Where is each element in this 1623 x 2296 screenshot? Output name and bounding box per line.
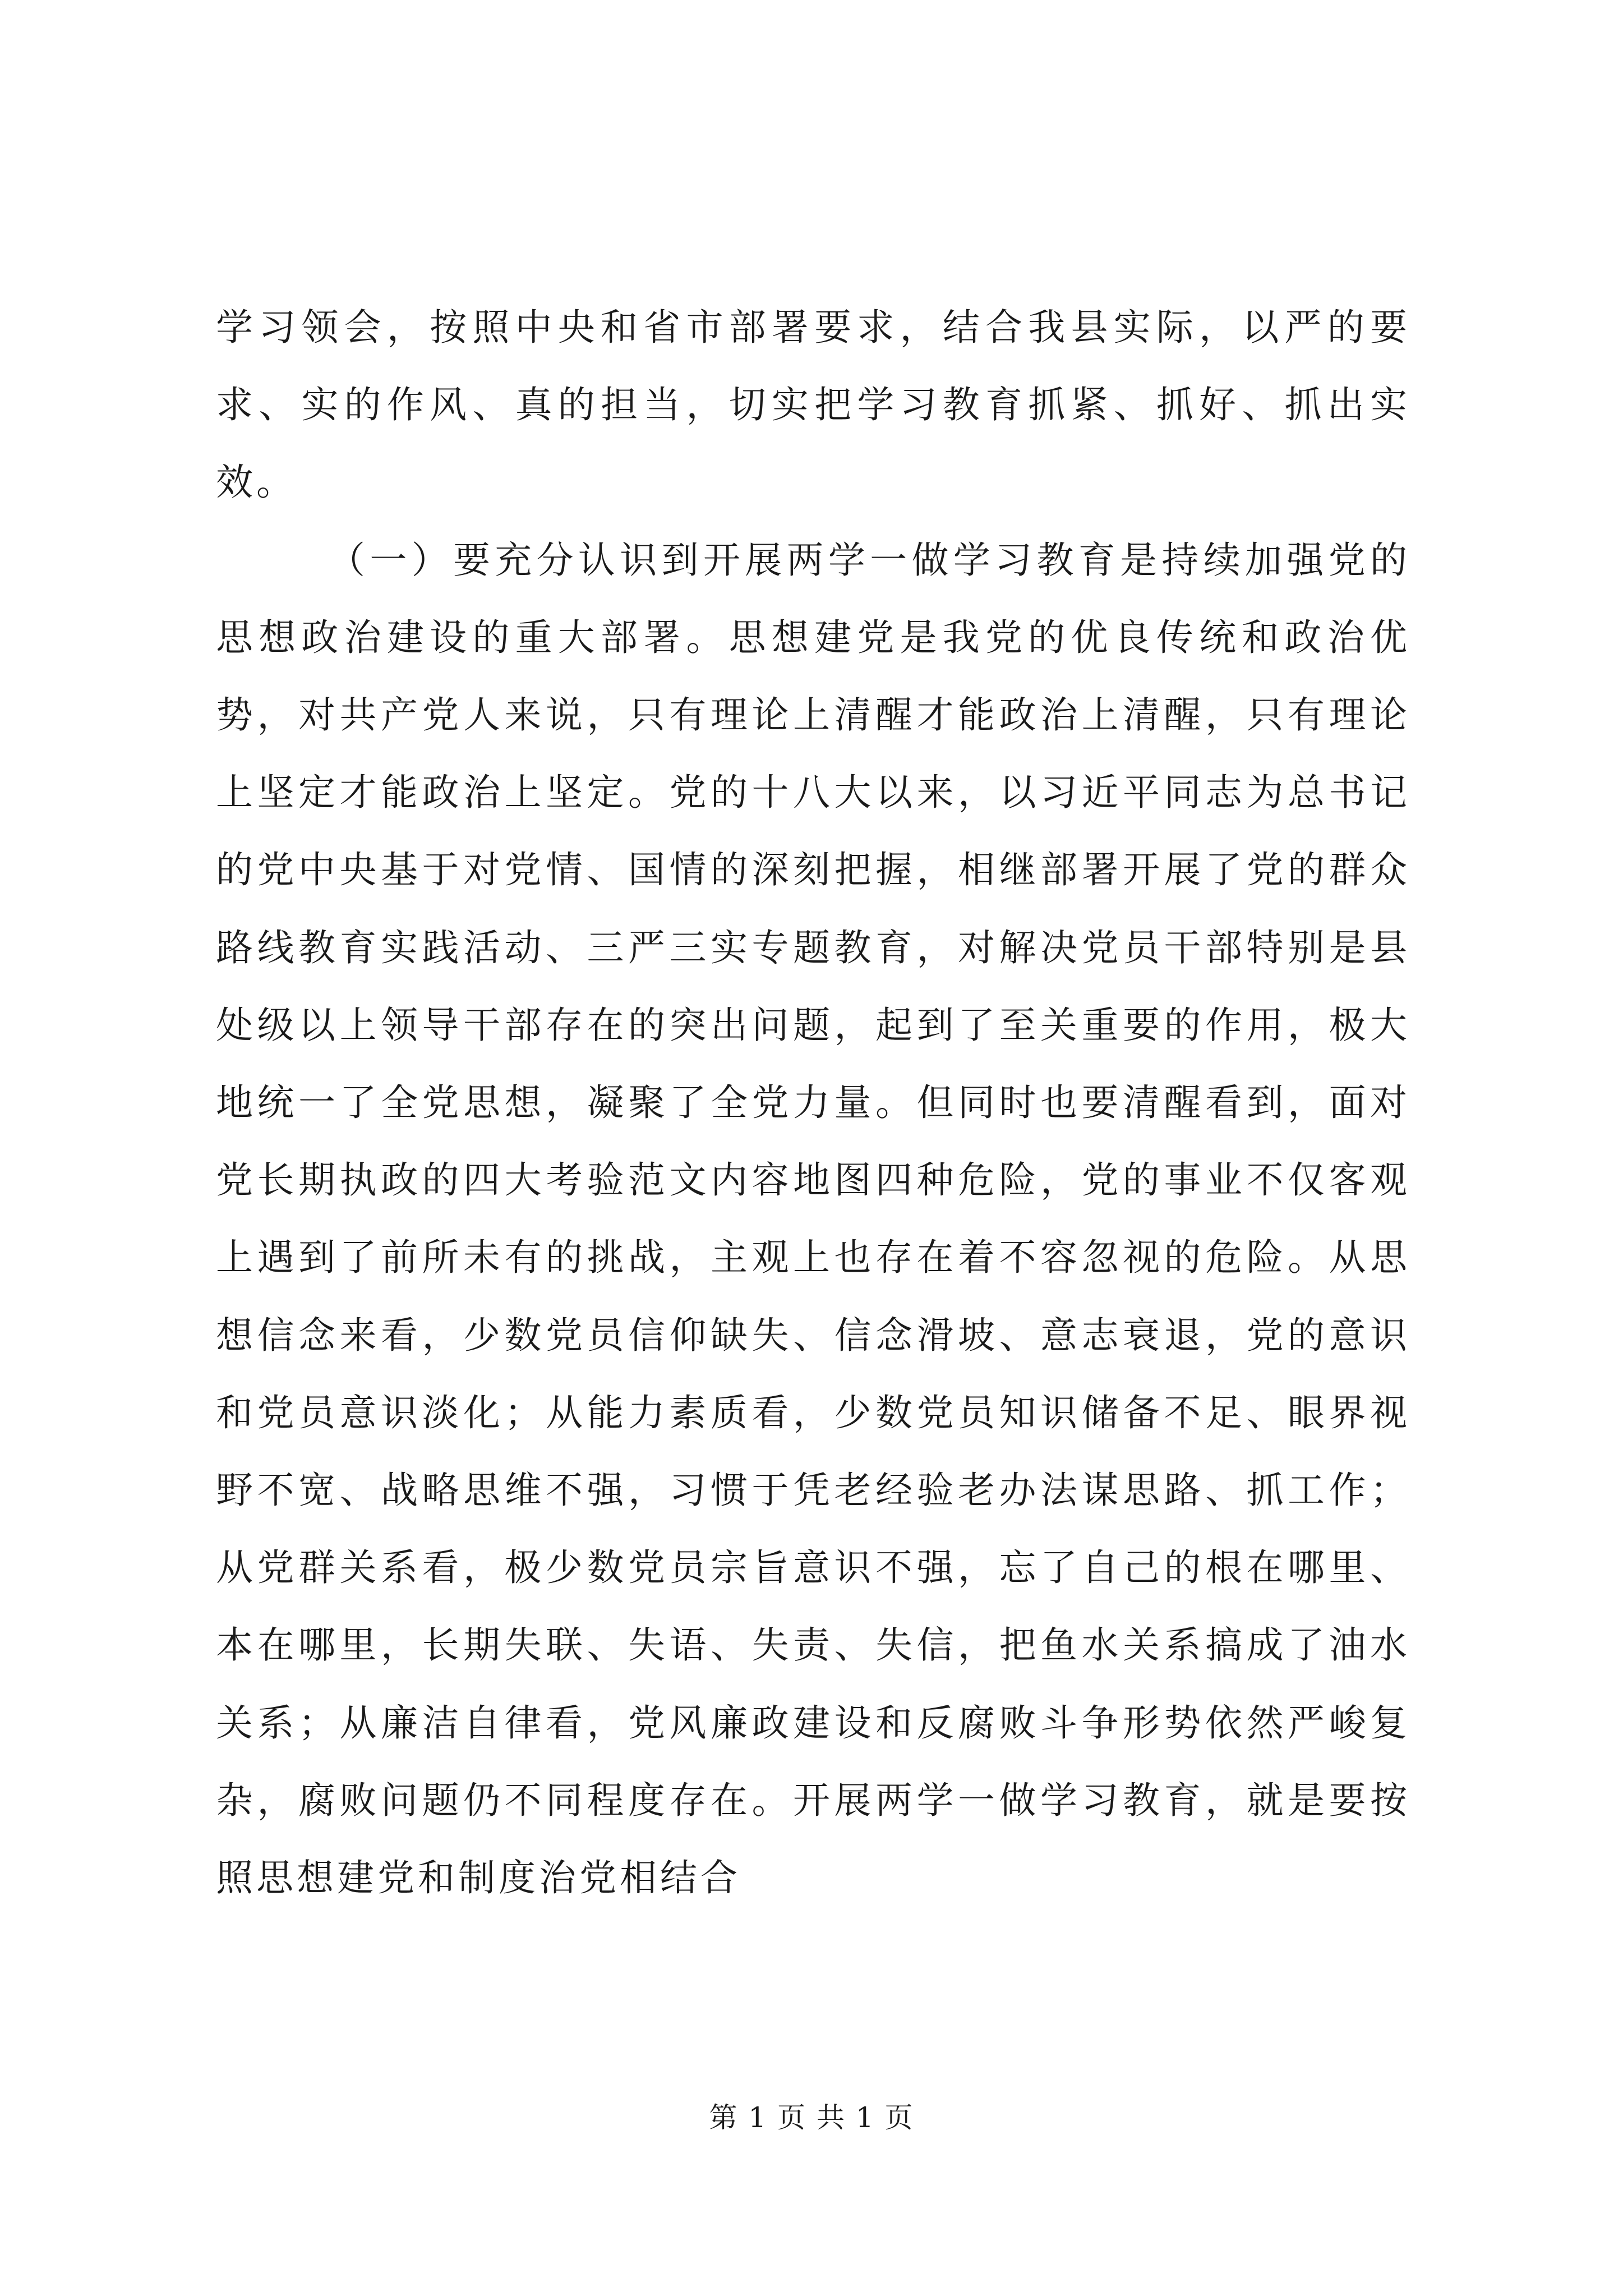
- document-body: [216, 289, 1410, 1917]
- page-footer: 第 1 页 共 1 页: [709, 2101, 914, 2134]
- paragraph-continuation: 学习领会，按照中央和省市部署要求，结合我县实际，以严的要求、实的作风、真的担当，切实把学习教育抓紧、抓好、抓出实效。: [216, 306, 1410, 504]
- paragraph-section-one: （一）要充分认识到开展两学一做学习教育是持续加强党的思想政治建设的重大部署。思想建党是我党的优良传统和政治优势，对共产党人来说，只有理论上清醒才能政治上清醒，只有理论上坚定才能政治上坚定。党的十八大以来，以习近平同志为总书记的党中央基于对党情、国情的深刻把握，相继部署开展了党的群众路线教育实践活动、三严三实专题教育，对解决党员干部特别是县处级以上领导干部存在的突出问题，起到了至关重要的作用，极大地统一了全党思想，凝聚了全党力量。但同时也要清醒看到，面对党长期执政的四大考验范文内容地图四种危险，党的事业不仅客观上遇到了前所未有的挑战，主观上也存在着不容忽视的危险。从思想信念来看，少数党员信仰缺失、信念滑坡、意志衰退，党的意识和党员意识淡化；从能力素质看，少数党员知识储备不足、眼界视野不宽、战略思维不强，习惯于凭老经验老办法谋思路、抓工作；从党群关系看，极少数党员宗旨意识不强，忘了自己的根在哪里、本在哪里，长期失联、失语、失责、失信，把鱼水关系搞成了油水关系；从廉洁自律看，党风廉政建设和反腐败斗争形势依然严峻复杂，腐败问题仍不同程度存在。开展两学一做学习教育，就是要按照思想建党和制度治党相结合: [216, 538, 1410, 1900]
